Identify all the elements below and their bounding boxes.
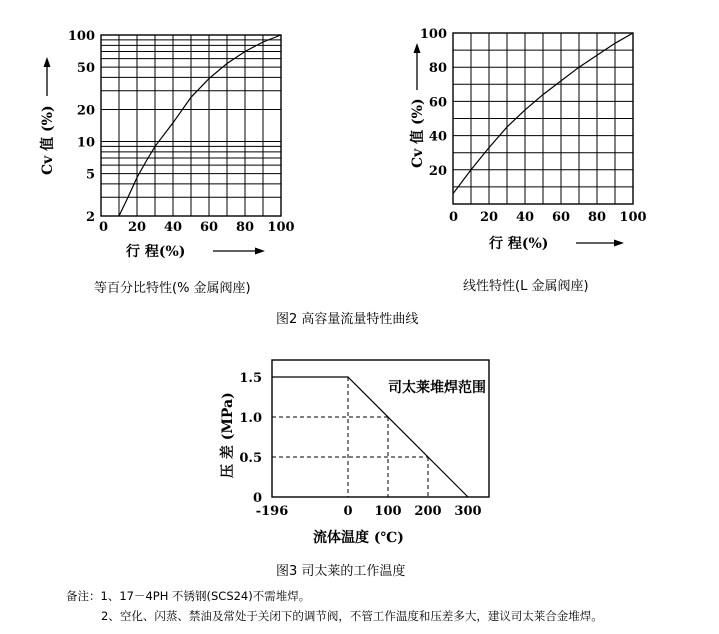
- x-tick-label: 100: [619, 210, 647, 225]
- x-tick-label: 20: [479, 210, 499, 225]
- x-tick-label: 100: [374, 504, 402, 519]
- x-axis-arrow-head: [614, 240, 624, 247]
- x-tick-label: 0: [449, 210, 459, 225]
- equal-percentage-chart: [39, 29, 295, 260]
- x-tick-label: 300: [454, 504, 482, 519]
- y-axis-label: 压 差 (MPa): [220, 392, 236, 478]
- y-axis-arrow-head: [414, 43, 421, 53]
- stellite-temperature-chart: [219, 360, 489, 546]
- y-tick-label: 100: [67, 29, 95, 44]
- linear-chart: [409, 27, 647, 252]
- y-tick-label: 0.5: [239, 451, 262, 466]
- x-tick-label: 60: [551, 210, 571, 225]
- y-tick-label: 20: [428, 163, 447, 179]
- x-axis-arrow-head: [255, 248, 265, 255]
- y-tick-label: 1.0: [239, 411, 262, 426]
- x-tick-label: 80: [587, 210, 607, 225]
- x-tick-label: 40: [163, 220, 183, 235]
- y-axis-label: Cv 值 (%): [410, 98, 426, 168]
- x-tick-label: -196: [255, 504, 289, 519]
- figure2-caption: 图2 高容量流量特性曲线: [276, 312, 419, 327]
- y-tick-label: 100: [419, 27, 447, 42]
- note-line-2: 2、空化、闪蒸、禁油及常处于关闭下的调节阀，不管工作温度和压差多大，建议司太莱合金堆焊。: [101, 609, 603, 623]
- y-tick-label: 20: [76, 103, 95, 119]
- x-axis-label: 行 程(%): [126, 244, 186, 260]
- x-tick-label: 100: [267, 220, 295, 235]
- region-label: 司太莱堆焊范围: [388, 380, 486, 396]
- note-line-1: 备注：1、17－4PH 不锈钢(SCS24)不需堆焊。: [66, 589, 311, 603]
- y-tick-label: 60: [428, 95, 447, 111]
- y-tick-label: 5: [85, 167, 95, 183]
- y-axis-arrow-head: [44, 57, 51, 67]
- x-tick-label: 200: [414, 504, 442, 519]
- y-tick-label: 40: [428, 129, 447, 145]
- x-tick-label: 60: [199, 220, 219, 235]
- y-tick-label: 10: [76, 135, 95, 151]
- left-chart-caption: 等百分比特性(% 金属阀座): [94, 281, 251, 296]
- x-axis-label: 流体温度 (℃): [313, 530, 404, 546]
- x-tick-label: 0: [99, 220, 109, 235]
- right-chart-caption: 线性特性(L 金属阀座): [463, 279, 589, 294]
- y-tick-label: 50: [76, 61, 95, 77]
- figure3-caption: 图3 司太莱的工作温度: [276, 564, 406, 579]
- y-tick-label: 80: [428, 61, 447, 77]
- x-tick-label: 20: [127, 220, 147, 235]
- x-tick-label: 80: [235, 220, 255, 235]
- series-line-cv: [119, 35, 281, 216]
- y-tick-label: 2: [85, 210, 95, 225]
- y-axis-label: Cv 值 (%): [40, 105, 56, 175]
- x-tick-label: 40: [515, 210, 535, 225]
- x-tick-label: 0: [343, 504, 353, 519]
- y-tick-label: 0: [252, 491, 262, 506]
- x-axis-label: 行 程(%): [489, 236, 549, 252]
- y-tick-label: 1.5: [239, 371, 262, 386]
